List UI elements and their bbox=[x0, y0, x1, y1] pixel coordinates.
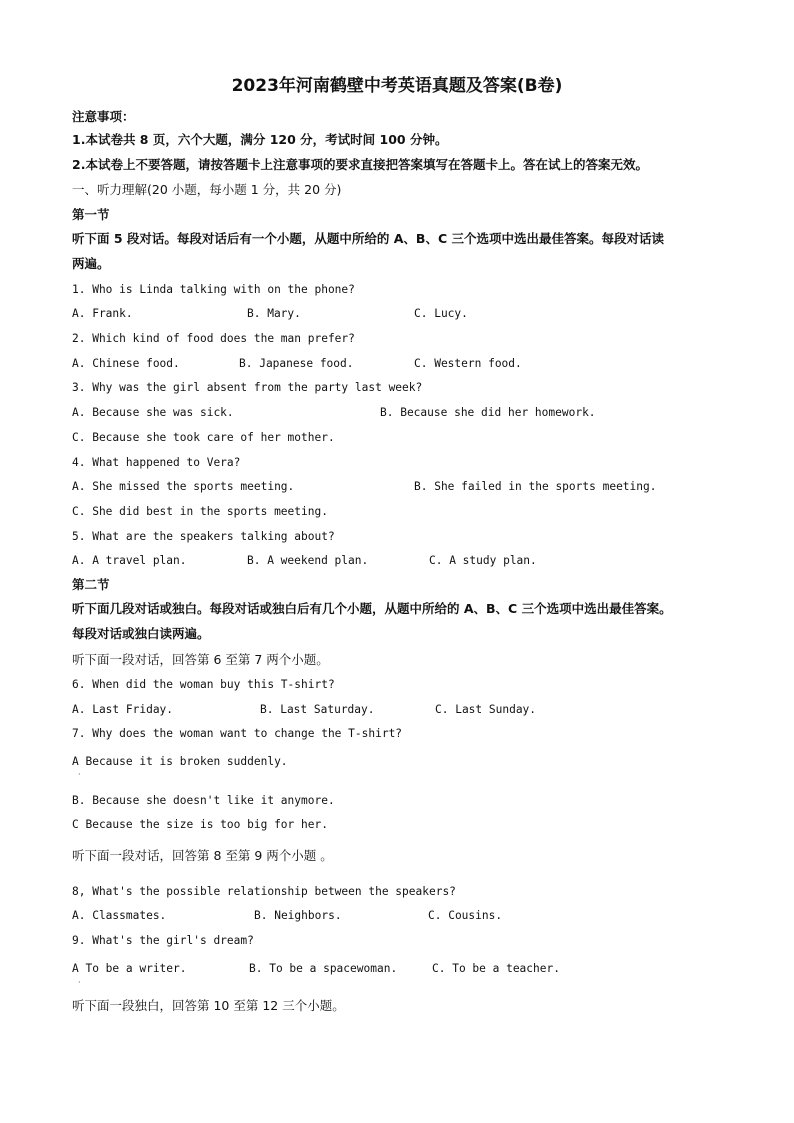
section2-instruction: 听下面几段对话或独白。每段对话或独白后有几个小题，从题中所给的 A、B、C 三个选项中选出最佳答案。 bbox=[72, 601, 672, 616]
q6-option-a: A. Last Friday. bbox=[72, 703, 174, 716]
q5-option-b: B. A weekend plan. bbox=[247, 554, 369, 567]
q7-option-b: B. Because she doesn't like it anymore. bbox=[72, 794, 335, 807]
q8-option-c: C. Cousins. bbox=[428, 909, 503, 922]
q1-option-b: B. Mary. bbox=[247, 307, 301, 320]
stray-mark: · bbox=[78, 770, 81, 779]
q1-option-c: C. Lucy. bbox=[414, 307, 468, 320]
q9-option-c: C. To be a teacher. bbox=[432, 962, 560, 975]
stray-mark: · bbox=[78, 978, 81, 987]
dialogue-2-intro: 听下面一段对话，回答第 8 至第 9 两个小题 。 bbox=[72, 848, 333, 863]
section1-instruction: 听下面 5 段对话。每段对话后有一个小题，从题中所给的 A、B、C 三个选项中选出最佳答案。每段对话读 bbox=[72, 231, 664, 246]
monologue-1-intro: 听下面一段独白，回答第 10 至第 12 三个小题。 bbox=[72, 998, 345, 1013]
notice-header: 注意事项： bbox=[72, 109, 135, 124]
q5-option-a: A. A travel plan. bbox=[72, 554, 187, 567]
section1-heading: 第一节 bbox=[72, 207, 110, 222]
question-6: 6. When did the woman buy this T-shirt? bbox=[72, 678, 335, 691]
q2-option-b: B. Japanese food. bbox=[239, 357, 354, 370]
q1-option-a: A. Frank. bbox=[72, 307, 133, 320]
q6-option-b: B. Last Saturday. bbox=[260, 703, 375, 716]
notice-2: 2.本试卷上不要答题，请按答题卡上注意事项的要求直接把答案填写在答题卡上。答在试上的答案无效。 bbox=[72, 157, 648, 172]
q7-option-a: A Because it is broken suddenly. bbox=[72, 755, 288, 768]
q7-option-c: C Because the size is too big for her. bbox=[72, 818, 328, 831]
q4-option-b: B. She failed in the sports meeting. bbox=[414, 480, 657, 493]
question-9: 9. What's the girl's dream? bbox=[72, 934, 254, 947]
q3-option-a: A. Because she was sick. bbox=[72, 406, 234, 419]
question-3: 3. Why was the girl absent from the party last week? bbox=[72, 381, 423, 394]
section1-instruction-cont: 两遍。 bbox=[72, 256, 110, 271]
page-title: 2023年河南鹤壁中考英语真题及答案(B卷) bbox=[231, 76, 563, 96]
q3-option-b: B. Because she did her homework. bbox=[380, 406, 596, 419]
q4-option-a: A. She missed the sports meeting. bbox=[72, 480, 295, 493]
question-7: 7. Why does the woman want to change the T-shirt? bbox=[72, 727, 403, 740]
q3-option-c: C. Because she took care of her mother. bbox=[72, 431, 335, 444]
notice-1: 1.本试卷共 8 页，六个大题，满分 120 分，考试时间 100 分钟。 bbox=[72, 132, 448, 147]
question-5: 5. What are the speakers talking about? bbox=[72, 530, 335, 543]
section2-instruction-cont: 每段对话或独白读两遍。 bbox=[72, 626, 210, 641]
q4-option-c: C. She did best in the sports meeting. bbox=[72, 505, 328, 518]
q6-option-c: C. Last Sunday. bbox=[435, 703, 537, 716]
q8-option-a: A. Classmates. bbox=[72, 909, 167, 922]
dialogue-1-intro: 听下面一段对话，回答第 6 至第 7 两个小题。 bbox=[72, 652, 329, 667]
question-1: 1. Who is Linda talking with on the phone? bbox=[72, 283, 355, 296]
q9-option-b: B. To be a spacewoman. bbox=[249, 962, 398, 975]
part1-heading: 一、听力理解(20 小题，每小题 1 分，共 20 分) bbox=[72, 182, 342, 197]
q5-option-c: C. A study plan. bbox=[429, 554, 537, 567]
q2-option-c: C. Western food. bbox=[414, 357, 522, 370]
q8-option-b: B. Neighbors. bbox=[254, 909, 342, 922]
question-4: 4. What happened to Vera? bbox=[72, 456, 241, 469]
question-2: 2. Which kind of food does the man prefer? bbox=[72, 332, 355, 345]
question-8: 8, What's the possible relationship between the speakers? bbox=[72, 885, 456, 898]
section2-heading: 第二节 bbox=[72, 577, 110, 592]
q2-option-a: A. Chinese food. bbox=[72, 357, 180, 370]
q9-option-a: A To be a writer. bbox=[72, 962, 187, 975]
